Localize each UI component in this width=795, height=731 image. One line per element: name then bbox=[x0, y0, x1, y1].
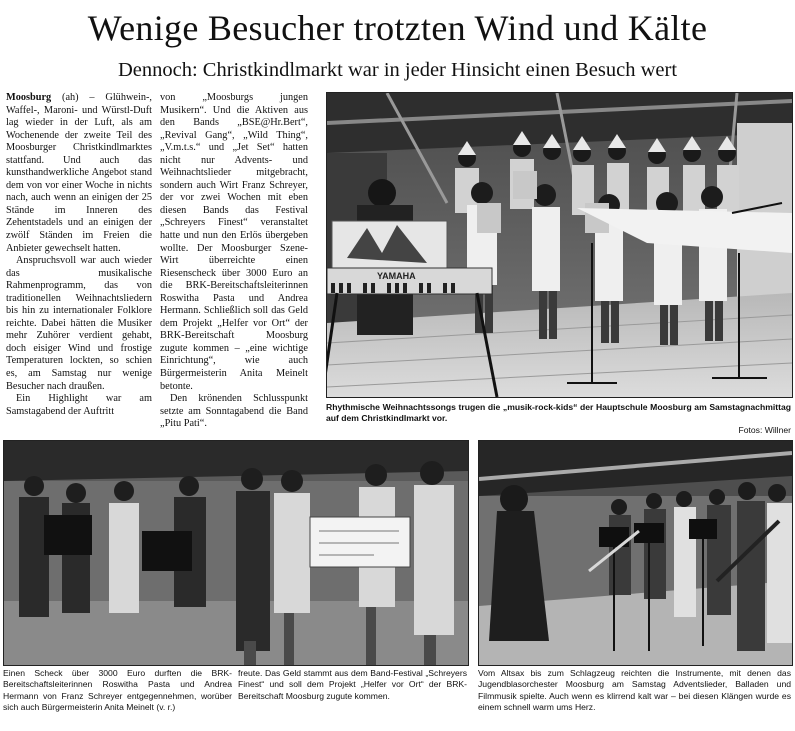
caption-top-text: Rhythmische Weihnachtssongs trugen die „musik-rock-kids“ der Hauptschule Moosburg am Samstagnachmittag auf dem Christkindlmarkt vor. bbox=[326, 402, 791, 424]
photo-check-handover bbox=[3, 440, 469, 666]
paragraph-1 bbox=[6, 92, 152, 255]
paragraph-3: Ein Highlight war am Samstagabend der Auftritt bbox=[6, 393, 152, 417]
caption-bottom-left-part-1: Einen Scheck über 3000 Euro durften die BRK-Bereitschaftsleiterinnen Roswitha Pasta und Andrea Hermann von Franz Schreyer entgegennehmen, worüber sich auch Bürgermeisterin Anita Meinelt (v. r.) bbox=[3, 668, 232, 713]
subheadline: Dennoch: Christkindlmarkt war in jeder Hinsicht einen Besuch wert bbox=[117, 59, 678, 81]
dateline: Moosburg bbox=[6, 92, 52, 103]
photo-musik-rock-kids bbox=[326, 92, 793, 398]
article-column-2 bbox=[160, 92, 308, 431]
headline: Wenige Besucher trotzten Wind und Kälte bbox=[87, 8, 708, 48]
paragraph-1-text: (ah) – Glühwein-, Waffel-, Maroni- und Würstl-Duft lag wieder in der Luft, als am Wochenende der zweite Teil des Moosburger Christkindlmarktes stattfand. Und auch das kunsthandwerkliche Angebot stand dem von vor einer Woche in nichts nach, auch wenn an einigen der 25 Stände im Inneren des Zehentstadels und an einigen der zwölf Ständen im Freien die Anbieter gewechselt hatten. bbox=[6, 92, 152, 254]
paragraph-2: Anspruchsvoll war auch wieder das musikalische Rahmenprogramm, das von traditionellen Weihnachtsliedern bis hin zu internationaler Folklore reichte. Dabei hätten die Musiker mehr Zuhörer verdient gehabt, doch eisiger Wind und frostige Temperaturen lockten, so schien es, am Samstag nur wenige Besucher nach draußen. bbox=[6, 255, 152, 392]
paragraph-4: von „Moosburgs jungen Musikern“. Und die Aktiven aus den Bands „BSE@Hr.Bert“, „Revival Gang“, „Wild Thing“, „V.m.t.s.“ und „Jet Set“ hatten nicht nur Advents- und Weihnachtslieder mitgebracht, sondern auch Wirt Franz Schreyer, der vor zwei Wochen mit eben diesen Bands das Festival „Schreyers Finest“ veranstaltet hatte und nun den Erlös übergeben wollte. Der Moosburger Szene-Wirt überreichte einen Riesenscheck über 3000 Euro an die BRK-Bereitschaftsleiterinnen Roswitha Pasta und Andrea Hermann. Schließlich soll das Geld dem Projekt „Helfer vor Ort“ der BRK-Bereitschaft Moosburg zugute kommen – „eine wichtige Einrichtung“, wie auch Bürgermeisterin Anita Meinelt betonte. bbox=[160, 92, 308, 392]
article-column-1 bbox=[6, 92, 152, 418]
photo-credit: Fotos: Willner bbox=[738, 424, 791, 435]
caption-bottom-left-part-2: freute. Das Geld stammt aus dem Band-Festival „Schreyers Finest“ und soll dem Projekt „Helfer vor Ort“ der BRK-Bereitschaft Moosburg zugute kommen. bbox=[238, 668, 467, 701]
photo-jugendblasorchester bbox=[478, 440, 793, 666]
caption-top-photo bbox=[326, 402, 791, 436]
paragraph-5: Den krönenden Schlusspunkt setzte am Sonntagabend die Band „Pitu Pati“. bbox=[160, 393, 308, 430]
caption-bottom-right: Vom Altsax bis zum Schlagzeug reichten die Instrumente, mit denen das Jugendblasorchester Moosburg am Samstag Adventslieder, Balladen und Filmmusik spielte. Auch wenn es klirrend kalt war – bei diesen Klängen wurde es einem schnell warm ums Herz. bbox=[478, 668, 791, 713]
keyboard-brand-label: YAMAHA bbox=[377, 271, 416, 281]
